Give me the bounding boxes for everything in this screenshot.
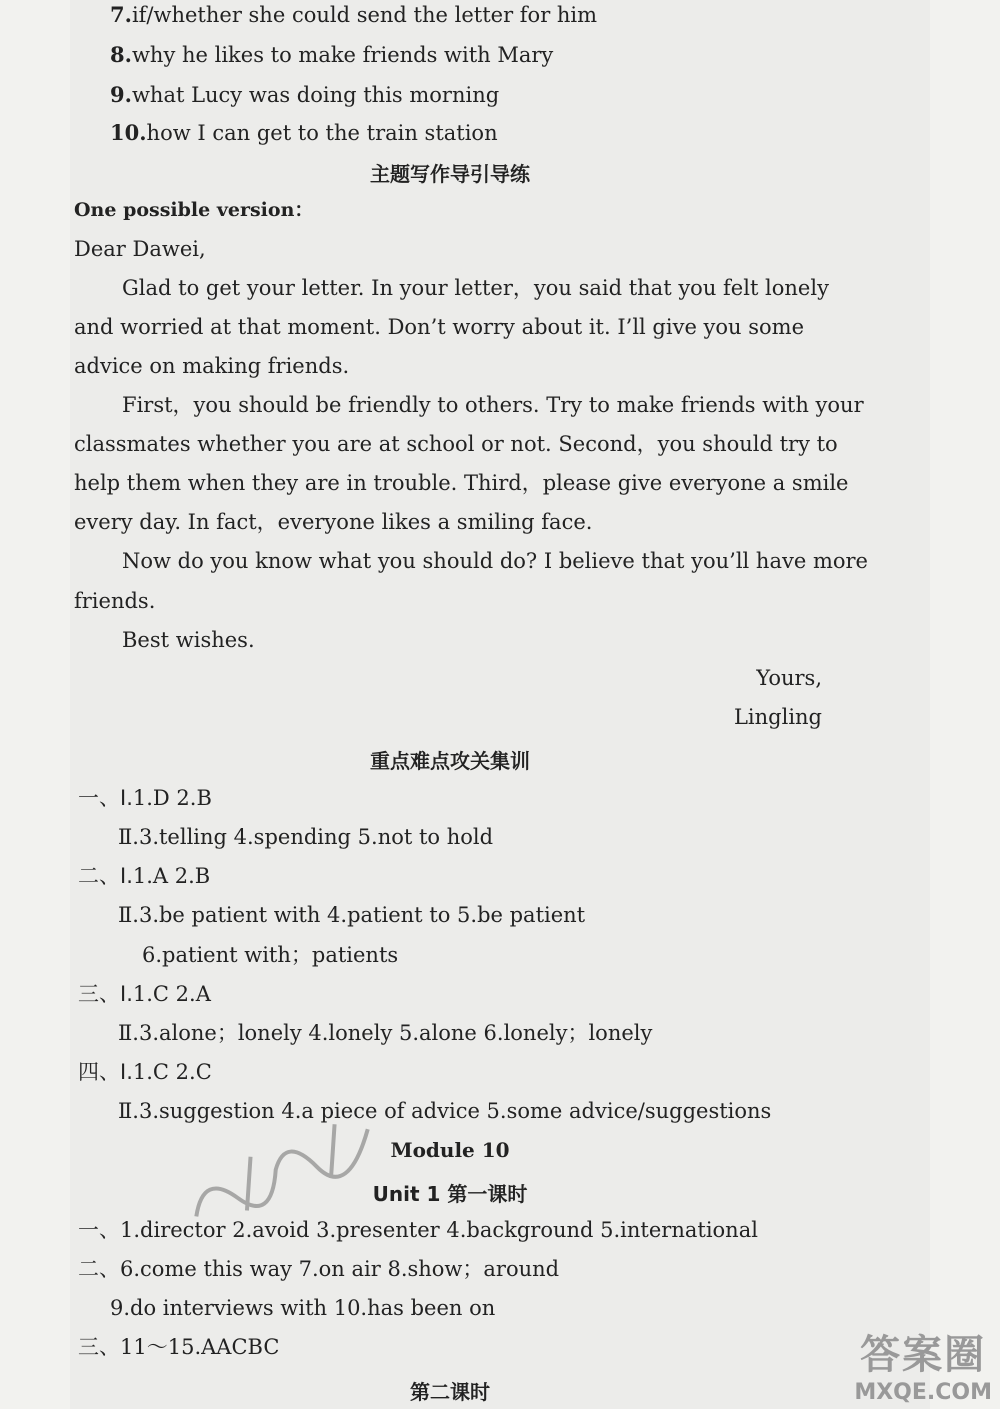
letter-line: and worried at that moment. Don’t worry about it. I’ll give you some [74, 315, 805, 339]
module-title: Module 10 [390, 1138, 510, 1162]
letter-line: classmates whether you are at school or not. Second，you should try to [74, 432, 838, 456]
answer-row: Ⅱ.3.telling 4.spending 5.not to hold [118, 825, 494, 849]
letter-greeting: Dear Dawei, [74, 237, 206, 261]
letter-line: First，you should be friendly to others. Try to make friends with your [122, 393, 864, 417]
letter-line: help them when they are in trouble. Third，please give everyone a smile [74, 471, 849, 495]
section-title-writing: 主题写作导引导练 [370, 162, 530, 186]
letter-line: Now do you know what you should do? I believe that you’ll have more [122, 549, 868, 573]
letter-line: Glad to get your letter. In your letter，you said that you felt lonely [122, 276, 829, 300]
letter-line: advice on making friends. [74, 354, 350, 378]
letter-line: every day. In fact，everyone likes a smiling face. [74, 510, 593, 534]
answer-row: 二、Ⅰ.1.A 2.B [78, 864, 211, 888]
unit-answer-row: 三、11～15.AACBC [78, 1335, 280, 1359]
list-item-8: 8.why he likes to make friends with Mary [110, 42, 554, 67]
answer-row: Ⅱ.3.suggestion 4.a piece of advice 5.some advice/suggestions [118, 1099, 772, 1123]
answer-row: 三、Ⅰ.1.C 2.A [78, 982, 211, 1006]
answer-row: 6.patient with；patients [142, 943, 399, 967]
letter-signature: Lingling [733, 705, 822, 729]
unit-answer-row: 一、1.director 2.avoid 3.presenter 4.background 5.international [78, 1218, 758, 1242]
watermark-logo: 答案圈 MXQE.COM [854, 1332, 992, 1405]
letter-closing: Best wishes. [122, 628, 255, 652]
unit-answer-row: 二、6.come this way 7.on air 8.show；around [78, 1257, 560, 1281]
answer-row: 四、Ⅰ.1.C 2.C [78, 1060, 212, 1084]
answer-row: Ⅱ.3.alone；lonely 4.lonely 5.alone 6.lonely；lonely [118, 1021, 653, 1045]
answer-row: Ⅱ.3.be patient with 4.patient to 5.be patient [118, 903, 586, 927]
list-item-7: 7.if/whether she could send the letter for him [110, 2, 598, 27]
version-label: One possible version： [74, 199, 314, 221]
answer-row: 一、Ⅰ.1.D 2.B [78, 786, 212, 810]
unit-answer-row: 9.do interviews with 10.has been on [110, 1296, 496, 1320]
list-item-10: 10.how I can get to the train station [110, 120, 498, 145]
letter-line: friends. [74, 589, 156, 613]
section-title-key-points: 重点难点攻关集训 [370, 749, 530, 773]
section-title-lesson-two: 第二课时 [410, 1380, 490, 1404]
list-item-9: 9.what Lucy was doing this morning [110, 82, 500, 107]
unit-title: Unit 1 第一课时 [372, 1182, 528, 1206]
letter-yours: Yours, [756, 666, 822, 690]
